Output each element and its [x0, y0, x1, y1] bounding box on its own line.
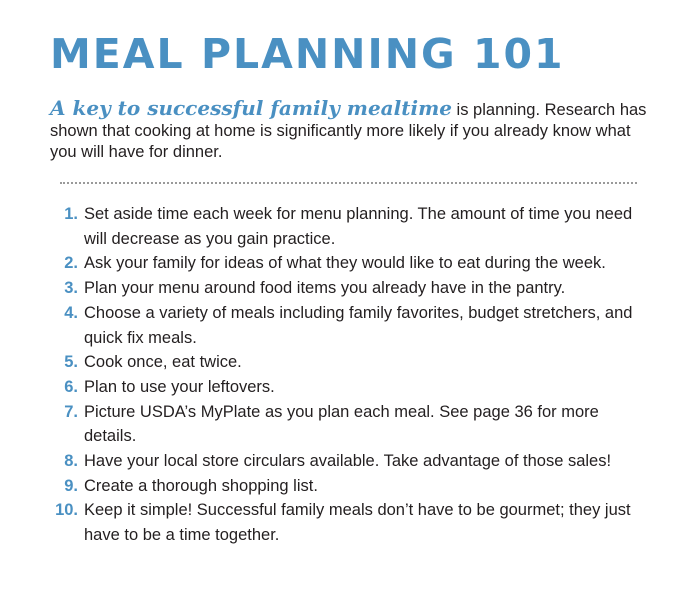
list-item-text: Create a thorough shopping list. — [84, 476, 318, 495]
list-item-number: 8. — [64, 452, 78, 471]
list-item — [48, 301, 648, 350]
list-item — [48, 498, 648, 547]
list-item-text: Set aside time each week for menu planning. The amount of time you need will decrease as you gain practice. — [84, 205, 633, 248]
page-title: MEAL PLANNING 101 — [50, 30, 565, 78]
list-item-text: Ask your family for ideas of what they would like to eat during the week. — [84, 254, 606, 273]
list-item-text: Have your local store circulars available. Take advantage of those sales! — [84, 452, 612, 471]
list-item — [48, 375, 648, 400]
list-item-text: Plan your menu around food items you already have in the pantry. — [84, 279, 566, 298]
list-item-text: Choose a variety of meals including family favorites, budget stretchers, and quick fix meals. — [84, 303, 633, 347]
list-item-text: Plan to use your leftovers. — [84, 377, 275, 396]
list-item — [48, 449, 648, 474]
list-item — [48, 350, 648, 375]
list-item-number: 10. — [55, 501, 78, 520]
list-item-number: 1. — [64, 205, 78, 223]
list-item-number: 3. — [64, 279, 78, 298]
list-item — [48, 251, 648, 276]
list-item-text: Picture USDA’s MyPlate as you plan each meal. See page 36 for more details. — [84, 402, 599, 446]
list-item-number: 2. — [64, 254, 78, 273]
list-item — [48, 474, 648, 499]
intro-paragraph — [50, 98, 650, 163]
list-item-text: Keep it simple! Successful family meals don’t have to be gourmet; they just have to be a time together. — [84, 501, 631, 545]
list-item-number: 7. — [64, 402, 78, 421]
list-item-text: Cook once, eat twice. — [84, 353, 242, 372]
intro-lead: A key to successful family mealtime — [50, 96, 452, 120]
intro-body: is planning. Research has shown that cooking at home is significantly more likely if you already know what you will have for dinner. — [50, 101, 647, 161]
list-item — [48, 400, 648, 449]
dotted-divider — [60, 182, 637, 184]
list-item — [48, 202, 648, 251]
list-item-number: 9. — [64, 476, 78, 495]
list-item — [48, 276, 648, 301]
list-item-number: 5. — [64, 353, 78, 372]
list-item-number: 6. — [64, 377, 78, 396]
tips-list — [48, 202, 648, 548]
list-item-number: 4. — [64, 303, 78, 322]
